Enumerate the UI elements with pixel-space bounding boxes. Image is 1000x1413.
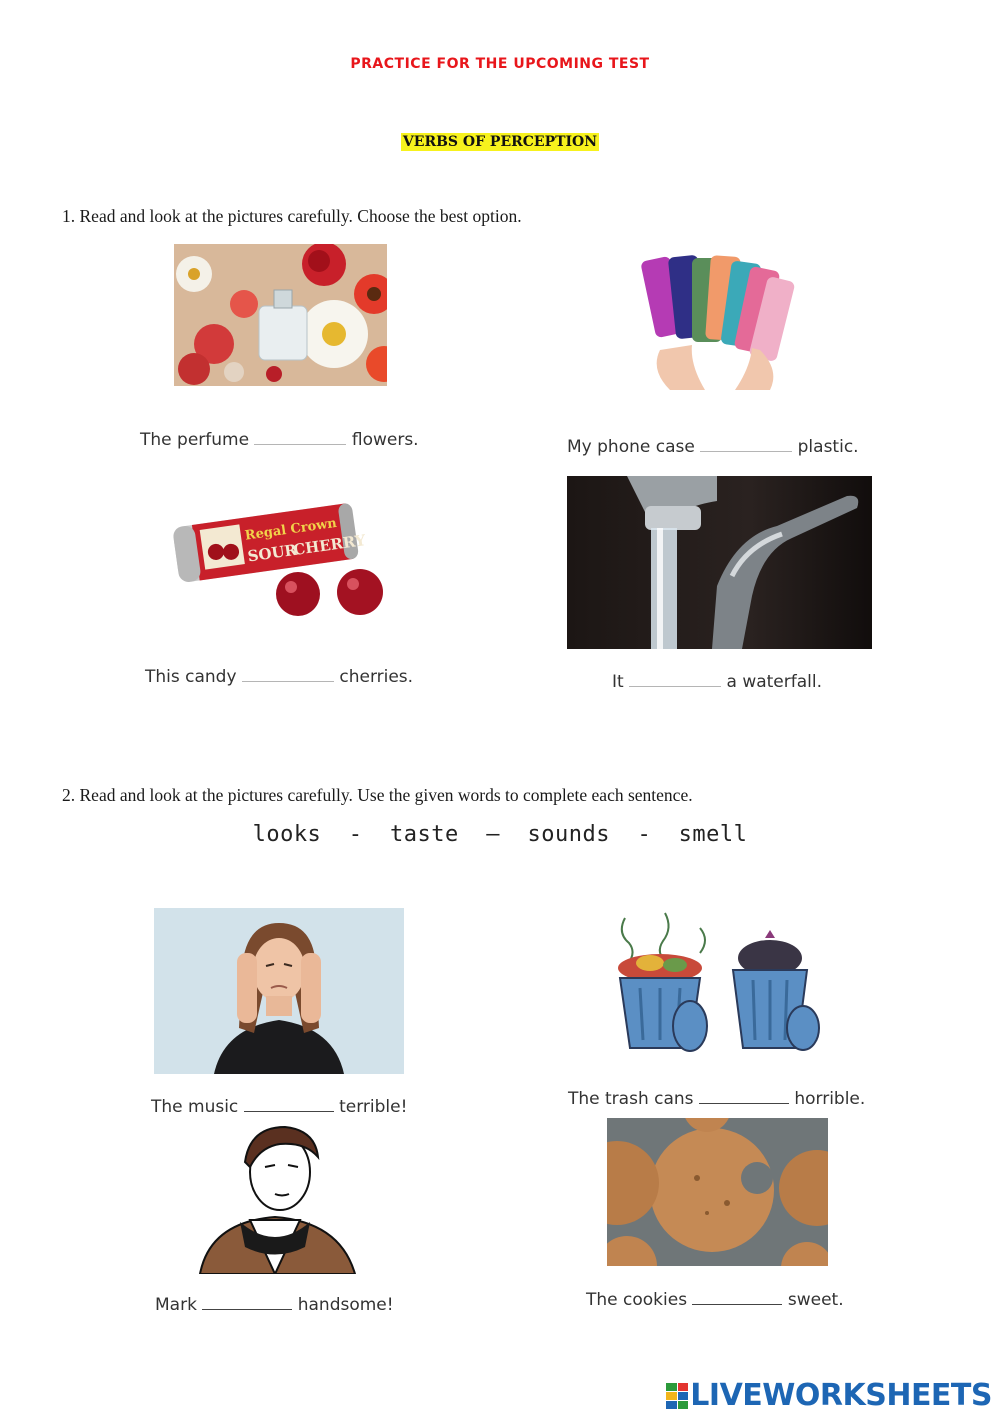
sentence-3-after: cherries. — [339, 667, 414, 687]
answer-blank-4[interactable] — [629, 672, 721, 687]
sentence-8-before: The cookies — [586, 1290, 688, 1310]
running-faucet-image — [567, 476, 872, 649]
sentence-5 — [151, 1097, 407, 1117]
sentence-7 — [155, 1295, 394, 1315]
sentence-8 — [586, 1290, 844, 1310]
sentence-7-before: Mark — [155, 1295, 197, 1315]
sentence-8-after: sweet. — [787, 1290, 844, 1310]
perfume-flowers-image — [174, 244, 387, 386]
logo-badge-icon — [666, 1383, 688, 1409]
section2-instruction: 2. Read and look at the pictures carefully. Use the given words to complete each sentence. — [62, 785, 693, 805]
trash-cans-image — [605, 908, 830, 1058]
sentence-1-before: The perfume — [140, 430, 250, 450]
answer-blank-7[interactable] — [202, 1295, 292, 1310]
logo-text: LIVEWORKSHEETS — [690, 1378, 992, 1413]
answer-blank-2[interactable] — [700, 437, 792, 452]
sentence-4-before: It — [612, 672, 624, 692]
liveworksheets-logo[interactable] — [666, 1378, 992, 1413]
candy-flavor-cherry: CHERRY — [292, 531, 367, 560]
worksheet-title: PRACTICE FOR THE UPCOMING TEST — [350, 56, 650, 72]
sentence-6 — [568, 1089, 865, 1109]
sentence-2 — [567, 437, 859, 457]
cherry-candy-image — [170, 497, 390, 622]
sentence-5-before: The music — [151, 1097, 239, 1117]
woman-covering-ears-image — [154, 908, 404, 1074]
sentence-2-after: plastic. — [797, 437, 859, 457]
cookies-image — [607, 1118, 828, 1266]
sentence-7-after: handsome! — [297, 1295, 394, 1315]
word-bank: looks - taste – sounds - smell — [252, 822, 748, 847]
candy-flavor-sour: SOUR — [246, 540, 299, 566]
worksheet-subtitle: VERBS OF PERCEPTION — [402, 134, 598, 150]
answer-blank-6[interactable] — [699, 1089, 789, 1104]
answer-blank-5[interactable] — [244, 1097, 334, 1112]
sentence-4-after: a waterfall. — [726, 672, 823, 692]
answer-blank-1[interactable] — [254, 430, 346, 445]
subtitle-wrap — [0, 133, 1000, 151]
sentence-6-after: horrible. — [794, 1089, 866, 1109]
section1-instruction: 1. Read and look at the pictures carefully. Choose the best option. — [62, 206, 522, 226]
sentence-1 — [140, 430, 419, 450]
sentence-3-before: This candy — [145, 667, 237, 687]
sentence-2-before: My phone case — [567, 437, 695, 457]
sentence-6-before: The trash cans — [568, 1089, 694, 1109]
man-portrait-image — [170, 1122, 380, 1274]
answer-blank-8[interactable] — [692, 1290, 782, 1305]
sentence-4 — [612, 672, 822, 692]
sentence-1-after: flowers. — [351, 430, 419, 450]
candy-brand-text: Regal Crown — [243, 515, 338, 544]
answer-blank-3[interactable] — [242, 667, 334, 682]
phone-cases-image — [630, 250, 800, 392]
sentence-3 — [145, 667, 413, 687]
sentence-5-after: terrible! — [339, 1097, 408, 1117]
